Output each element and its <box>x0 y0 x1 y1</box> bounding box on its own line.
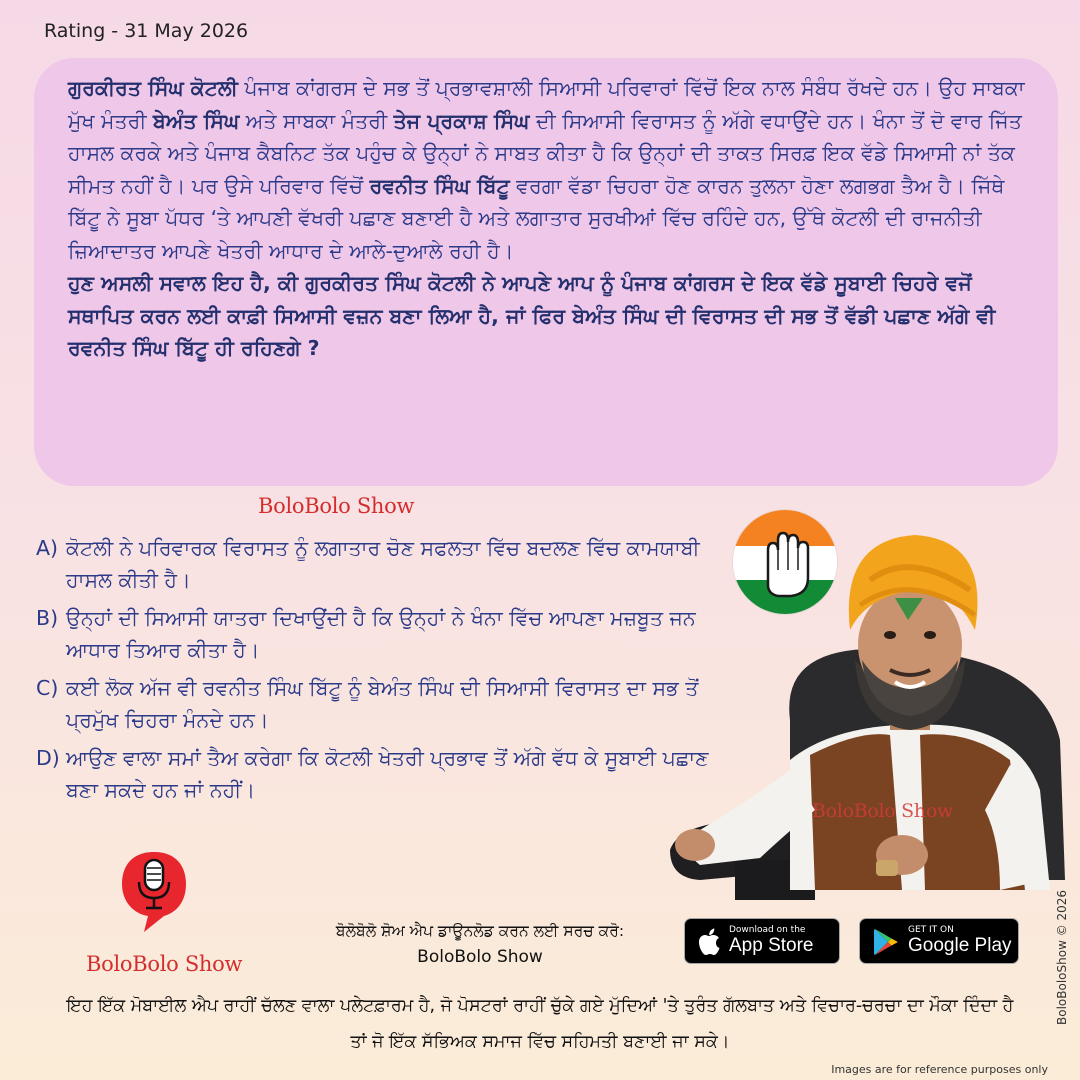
app-store-small-text: Download on the <box>729 925 806 935</box>
intro-text-3: ਦੀ ਸਿਆਸੀ ਵਿਰਾਸਤ ਨੂੰ ਅੱਗੇ ਵਧਾਉਂਦੇ ਹਨ। ਖੰਨਾ ਤੋਂ ਦੋ ਵਾਰ ਜਿੱਤ ਹਾਸਲ ਕਰਕੇ ਅਤੇ ਪੰਜਾਬ ਕੈਬਨਿਟ ਤੱਕ ਪਹੁੰਚ ਕੇ ਉਨ੍ਹਾਂ ਨੇ ਸਾਬਤ ਕੀਤਾ ਹੈ ਕਿ ਉਨ੍ਹਾਂ ਦੀ ਤਾਕਤ ਸਿਰਫ਼ ਇਕ ਵੱਡੇ ਸਿਆਸੀ ਨਾਂ ਤੱਕ ਸੀਮਤ ਨਹੀਂ ਹੈ। ਪਰ ਉਸੇ ਪਰਿਵਾਰ ਵਿੱਚੋਂ <box>68 108 1022 198</box>
google-play-icon <box>872 927 900 957</box>
app-store-button[interactable] <box>684 918 840 964</box>
option-letter: B) <box>36 606 59 630</box>
google-play-button[interactable] <box>859 918 1019 964</box>
intro-text-2: ਅਤੇ ਸਾਬਕਾ ਮੰਤਰੀ <box>239 108 394 133</box>
microphone-icon <box>118 848 190 940</box>
intro-name-ravneet: ਰਵਨੀਤ ਸਿੰਘ ਬਿੱਟੂ <box>369 173 510 198</box>
option-letter: C) <box>36 676 59 700</box>
intro-question: ਹੁਣ ਅਸਲੀ ਸਵਾਲ ਇਹ ਹੈ, ਕੀ ਗੁਰਕੀਰਤ ਸਿੰਘ ਕੋਟਲੀ ਨੇ ਆਪਣੇ ਆਪ ਨੂੰ ਪੰਜਾਬ ਕਾਂਗਰਸ ਦੇ ਇਕ ਵੱਡੇ ਸੂਬਾਈ ਚਿਹਰੇ ਵਜੋਂ ਸਥਾਪਿਤ ਕਰਨ ਲਈ ਕਾਫ਼ੀ ਸਿਆਸੀ ਵਜ਼ਨ ਬਣਾ ਲਿਆ ਹੈ, ਜਾਂ ਫਿਰ ਬੇਅੰਤ ਸਿੰਘ ਦੀ ਵਿਰਾਸਤ ਦੀ ਸਭ ਤੋਂ ਵੱਡੀ ਪਛਾਣ ਅੱਗੇ ਵੀ ਰਵਨੀਤ ਸਿੰਘ ਬਿੱਟੂ ਹੀ ਰਹਿਣਗੇ ? <box>68 271 996 360</box>
intro-paragraph <box>68 72 1028 267</box>
option-text: ਉਨ੍ਹਾਂ ਦੀ ਸਿਆਸੀ ਯਾਤਰਾ ਦਿਖਾਉਂਦੀ ਹੈ ਕਿ ਉਨ੍ਹਾਂ ਨੇ ਖੰਨਾ ਵਿੱਚ ਆਪਣਾ ਮਜ਼ਬੂਤ ਜਨ ਆਧਾਰ ਤਿਆਰ ਕੀਤਾ ਹੈ। <box>66 606 696 662</box>
apple-icon <box>697 927 725 957</box>
option-letter: A) <box>36 536 59 560</box>
brand-label-bottom: BoloBolo Show <box>86 952 243 976</box>
intro-text-1: ਪੰਜਾਬ ਕਾਂਗਰਸ ਦੇ ਸਭ ਤੋਂ ਪ੍ਰਭਾਵਸ਼ਾਲੀ ਸਿਆਸੀ ਪਰਿਵਾਰਾਂ ਵਿੱਚੋਂ ਇਕ ਨਾਲ ਸੰਬੰਧ ਰੱਖਦੇ ਹਨ। ਉਹ ਸਾਬਕਾ ਮੁੱਖ ਮੰਤਰੀ <box>68 76 1025 133</box>
option-letter: D) <box>36 746 60 770</box>
footer-description: ਇਹ ਇੱਕ ਮੋਬਾਈਲ ਐਪ ਰਾਹੀਂ ਚੱਲਣ ਵਾਲਾ ਪਲੇਟਫ਼ਾਰਮ ਹੈ, ਜੋ ਪੋਸਟਰਾਂ ਰਾਹੀਂ ਚੁੱਕੇ ਗਏ ਮੁੱਦਿਆਂ 'ਤੇ ਤੁਰੰਤ ਗੱਲਬਾਤ ਅਤੇ ਵਿਚਾਰ-ਚਰਚਾ ਦਾ ਮੌਕਾ ਦਿੰਦਾ ਹੈ ਤਾਂ ਜੋ ਇੱਕ ਸੱਭਿਅਕ ਸਮਾਜ ਵਿੱਚ ਸਹਿਮਤੀ ਬਣਾਈ ਜਾ ਸਕੇ। <box>66 996 1014 1052</box>
portrait-image <box>640 520 1080 900</box>
option-text: ਕੋਟਲੀ ਨੇ ਪਰਿਵਾਰਕ ਵਿਰਾਸਤ ਨੂੰ ਲਗਾਤਾਰ ਚੋਣ ਸਫਲਤਾ ਵਿੱਚ ਬਦਲਣ ਵਿੱਚ ਕਾਮਯਾਬੀ ਹਾਸਲ ਕੀਤੀ ਹੈ। <box>66 536 700 592</box>
watermark-brand: BoloBolo Show <box>812 800 953 822</box>
google-play-big-text: Google Play <box>908 935 1012 956</box>
intro-name-kotli: ਗੁਰਕੀਰਤ ਸਿੰਘ ਕੋਟਲੀ <box>68 76 238 100</box>
option-text: ਕਈ ਲੋਕ ਅੱਜ ਵੀ ਰਵਨੀਤ ਸਿੰਘ ਬਿੱਟੂ ਨੂੰ ਬੇਅੰਤ ਸਿੰਘ ਦੀ ਸਿਆਸੀ ਵਿਰਾਸਤ ਦਾ ਸਭ ਤੋਂ ਪ੍ਰਮੁੱਖ ਚਿਹਰਾ ਮੰਨਦੇ ਹਨ। <box>66 676 699 732</box>
app-store-big-text: App Store <box>729 935 814 956</box>
rating-date: Rating - 31 May 2026 <box>44 20 249 42</box>
google-play-small-text: GET IT ON <box>908 925 954 935</box>
brand-label-top: BoloBolo Show <box>258 494 415 518</box>
copyright-text: BoloBoloShow © 2026 <box>1055 889 1069 1025</box>
download-app-name: BoloBolo Show <box>417 947 543 967</box>
image-disclaimer: Images are for reference purposes only <box>831 1063 1048 1076</box>
intro-card <box>34 58 1058 486</box>
option-text: ਆਉਣ ਵਾਲਾ ਸਮਾਂ ਤੈਅ ਕਰੇਗਾ ਕਿ ਕੋਟਲੀ ਖੇਤਰੀ ਪ੍ਰਭਾਵ ਤੋਂ ਅੱਗੇ ਵੱਧ ਕੇ ਸੂਬਾਈ ਪਛਾਣ ਬਣਾ ਸਕਦੇ ਹਨ ਜਾਂ ਨਹੀਂ। <box>66 746 709 802</box>
download-instructions <box>300 922 660 967</box>
intro-name-tej: ਤੇਜ ਪ੍ਰਕਾਸ਼ ਸਿੰਘ <box>393 108 530 133</box>
intro-name-beant: ਬੇਅੰਤ ਸਿੰਘ <box>153 108 240 133</box>
download-search-label: ਬੋਲੋਬੋਲੋ ਸ਼ੋਅ ਐਪ ਡਾਊਨਲੋਡ ਕਰਨ ਲਈ ਸਰਚ ਕਰੋ: <box>335 922 625 940</box>
congress-hand-logo-icon <box>733 510 837 614</box>
intro-text-4: ਵਰਗਾ ਵੱਡਾ ਚਿਹਰਾ ਹੋਣ ਕਾਰਨ ਤੁਲਨਾ ਹੋਣਾ ਲਗਭਗ ਤੈਅ ਹੈ। ਜਿੱਥੇ ਬਿੱਟੂ ਨੇ ਸੂਬਾ ਪੱਧਰ ‘ਤੇ ਆਪਣੀ ਵੱਖਰੀ ਪਛਾਣ ਬਣਾਈ ਹੈ ਅਤੇ ਲਗਾਤਾਰ ਸੁਰਖੀਆਂ ਵਿੱਚ ਰਹਿੰਦੇ ਹਨ, ਉੱਥੇ ਕੋਟਲੀ ਦੀ ਰਾਜਨੀਤੀ ਜ਼ਿਆਦਾਤਰ ਆਪਣੇ ਖੇਤਰੀ ਆਧਾਰ ਦੇ ਆਲੇ-ਦੁਆਲੇ ਰਹੀ ਹੈ। <box>68 173 1005 263</box>
